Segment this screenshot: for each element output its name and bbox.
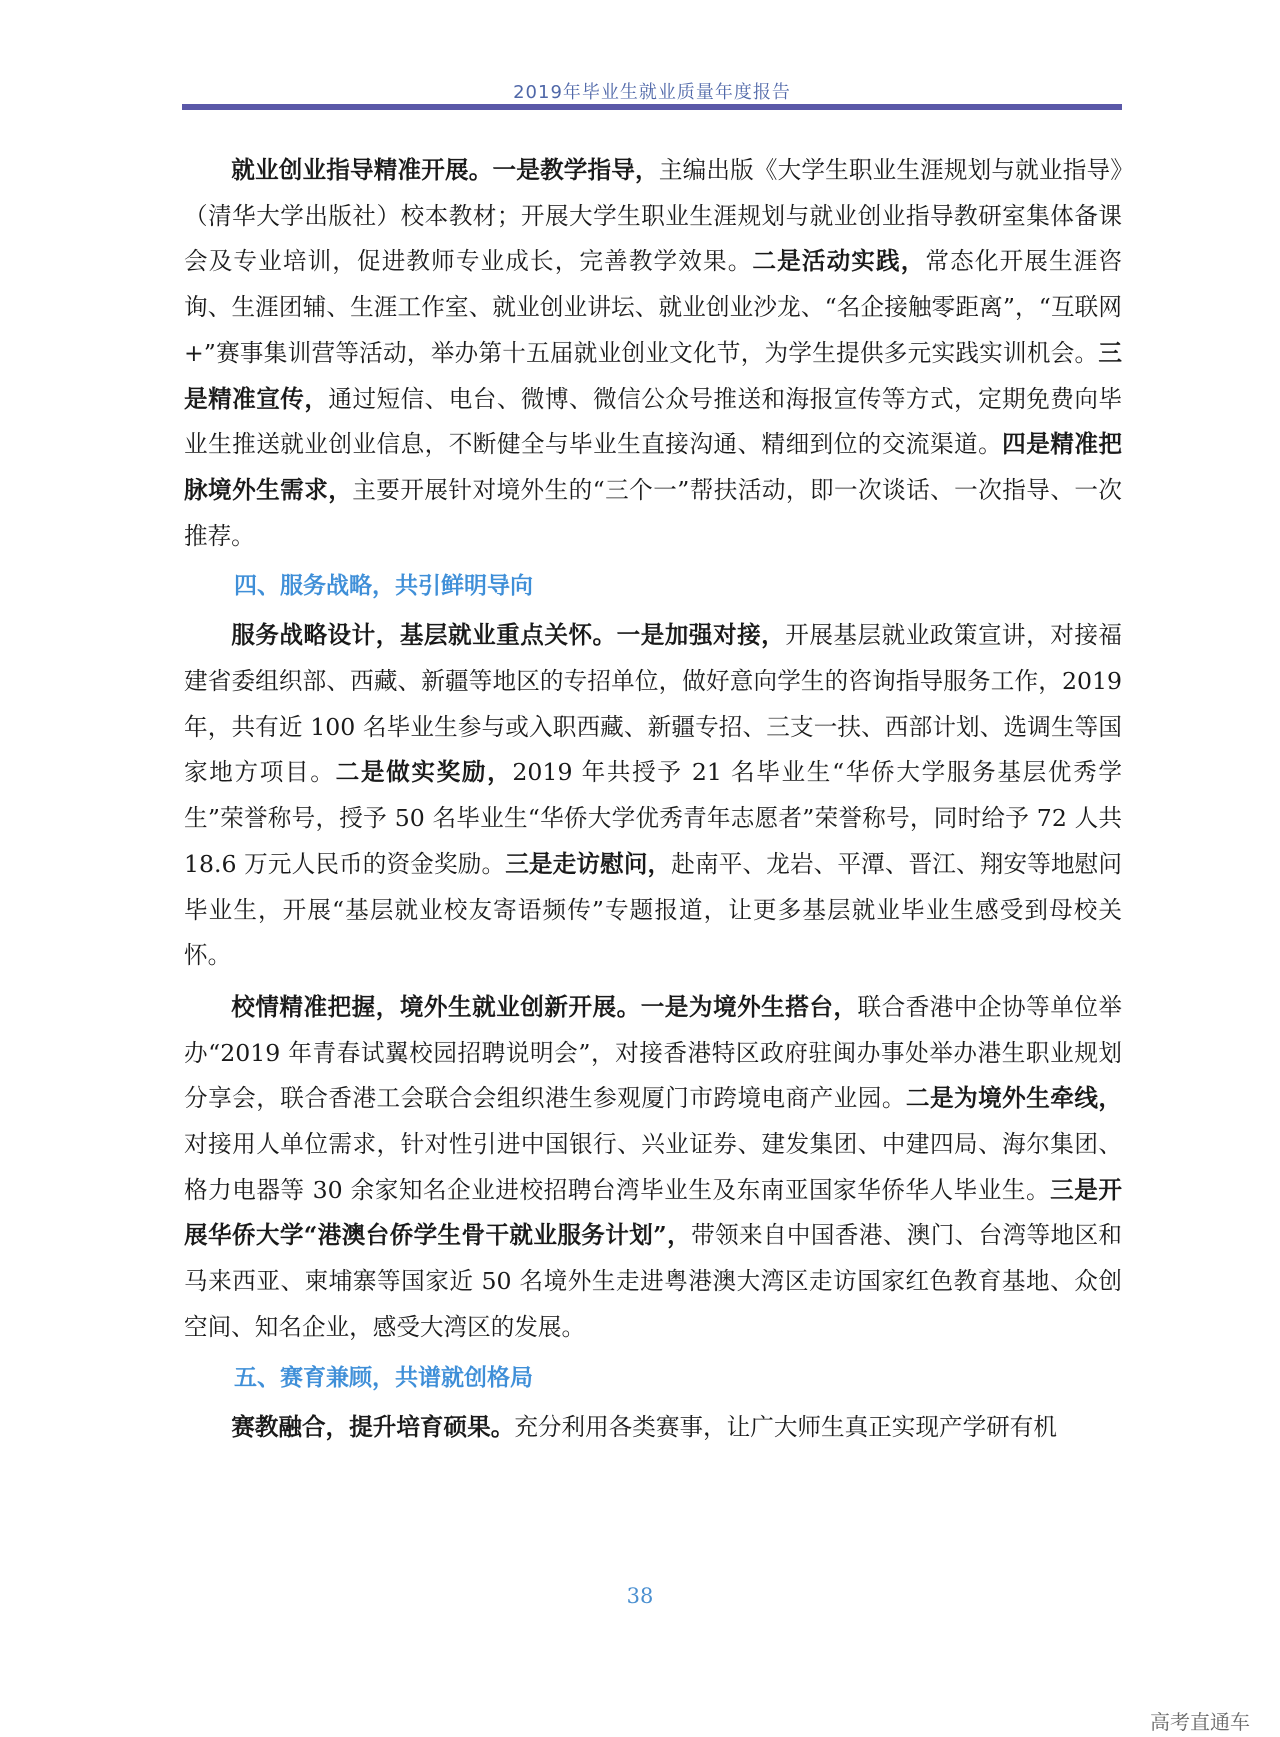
emphasis-text: 赛教融合，提升培育硕果。 [231, 1412, 515, 1441]
body-text: 常态化开展生涯咨询、生涯团辅、生涯工作室、就业创业讲坛、就业创业沙龙、“名企接触零距离”，“互联网+”赛事集训营等活动，举办第十五届就业创业文化节，为学生提供多元实践实训机会。 [184, 247, 1123, 367]
watermark-text: 高考直通车 [1150, 1710, 1250, 1734]
emphasis-text: 二是做实奖励， [335, 758, 513, 787]
paragraph-overseas-students [184, 985, 1122, 1351]
body-text: 2019 年共授予 21 名毕业生“华侨大学服务基层优秀学生”荣誉称号，授予 50 名毕业生“华侨大学优秀青年志愿者”荣誉称号，同时给予 72 人共 18.6 万元人民币的资金奖励。 [184, 758, 1122, 878]
emphasis-text: 三是精准宣传， [184, 338, 1122, 413]
body-text: 通过短信、电台、微博、微信公众号推送和海报宣传等方式，定期免费向毕业生推送就业创业信息，不断健全与毕业生直接沟通、精细到位的交流渠道。 [184, 384, 1123, 459]
paragraph-guidance [184, 148, 1122, 559]
emphasis-text: 就业创业指导精准开展。一是教学指导， [231, 156, 659, 184]
body-text: 开展基层就业政策宣讲，对接福建省委组织部、西藏、新疆等地区的专招单位，做好意向学生的咨询指导服务工作，2019 年，共有近 100 名毕业生参与或入职西藏、新疆专招、三支一扶、西部计划、选调生等国家地方项目。 [184, 621, 1123, 787]
body-text: 对接用人单位需求，针对性引进中国银行、兴业证券、建发集团、中建四局、海尔集团、格力电器等 30 余家知名企业进校招聘台湾毕业生及东南亚国家华侨华人毕业生。 [184, 1130, 1122, 1204]
section-heading-5: 五、赛育兼顾，共谱就创格局 [234, 1364, 533, 1391]
body-text: 主编出版《大学生职业生涯规划与就业指导》（清华大学出版社）校本教材；开展大学生职业生涯规划与就业创业指导教研室集体备课会及专业培训，促进教师专业成长，完善教学效果。 [184, 156, 1123, 276]
body-text: 充分利用各类赛事，让广大师生真正实现产学研有机 [514, 1412, 1057, 1441]
emphasis-text: 服务战略设计，基层就业重点关怀。一是加强对接， [231, 621, 786, 650]
emphasis-text: 四是精准把脉境外生需求， [184, 430, 1123, 504]
emphasis-text: 三是开展华侨大学“港澳台侨学生骨干就业服务计划”， [184, 1175, 1122, 1250]
emphasis-text: 校情精准把握，境外生就业创新开展。一是为境外生搭台， [231, 992, 858, 1021]
body-text: 带领来自中国香港、澳门、台湾等地区和马来西亚、柬埔寨等国家近 50 名境外生走进粤港澳大湾区走访国家红色教育基地、众创空间、知名企业，感受大湾区的发展。 [184, 1221, 1123, 1341]
page-header-title: 2019年毕业生就业质量年度报告 [513, 82, 791, 103]
section-heading-4: 四、服务战略，共引鲜明导向 [234, 573, 533, 600]
page-body [184, 148, 1122, 1450]
header-divider [182, 104, 1122, 110]
paragraph-competitions [184, 1405, 1122, 1451]
emphasis-text: 二是为境外生牵线， [905, 1084, 1123, 1113]
emphasis-text: 三是走访慰问， [505, 849, 672, 878]
body-text: 联合香港中企协等单位举办“2019 年青春试翼校园招聘说明会”，对接香港特区政府驻闽办事处举办港生职业规划分享会，联合香港工会联合会组织港生参观厦门市跨境电商产业园。 [184, 992, 1123, 1113]
body-text: 主要开展针对境外生的“三个一”帮扶活动，即一次谈话、一次指导、一次推荐。 [184, 475, 1122, 550]
emphasis-text: 二是活动实践， [752, 247, 926, 276]
paragraph-grassroots [184, 613, 1122, 979]
page-number: 38 [626, 1584, 654, 1608]
body-text: 赴南平、龙岩、平潭、晋江、翔安等地慰问毕业生，开展“基层就业校友寄语频传”专题报道，让更多基层就业毕业生感受到母校关怀。 [184, 849, 1123, 970]
